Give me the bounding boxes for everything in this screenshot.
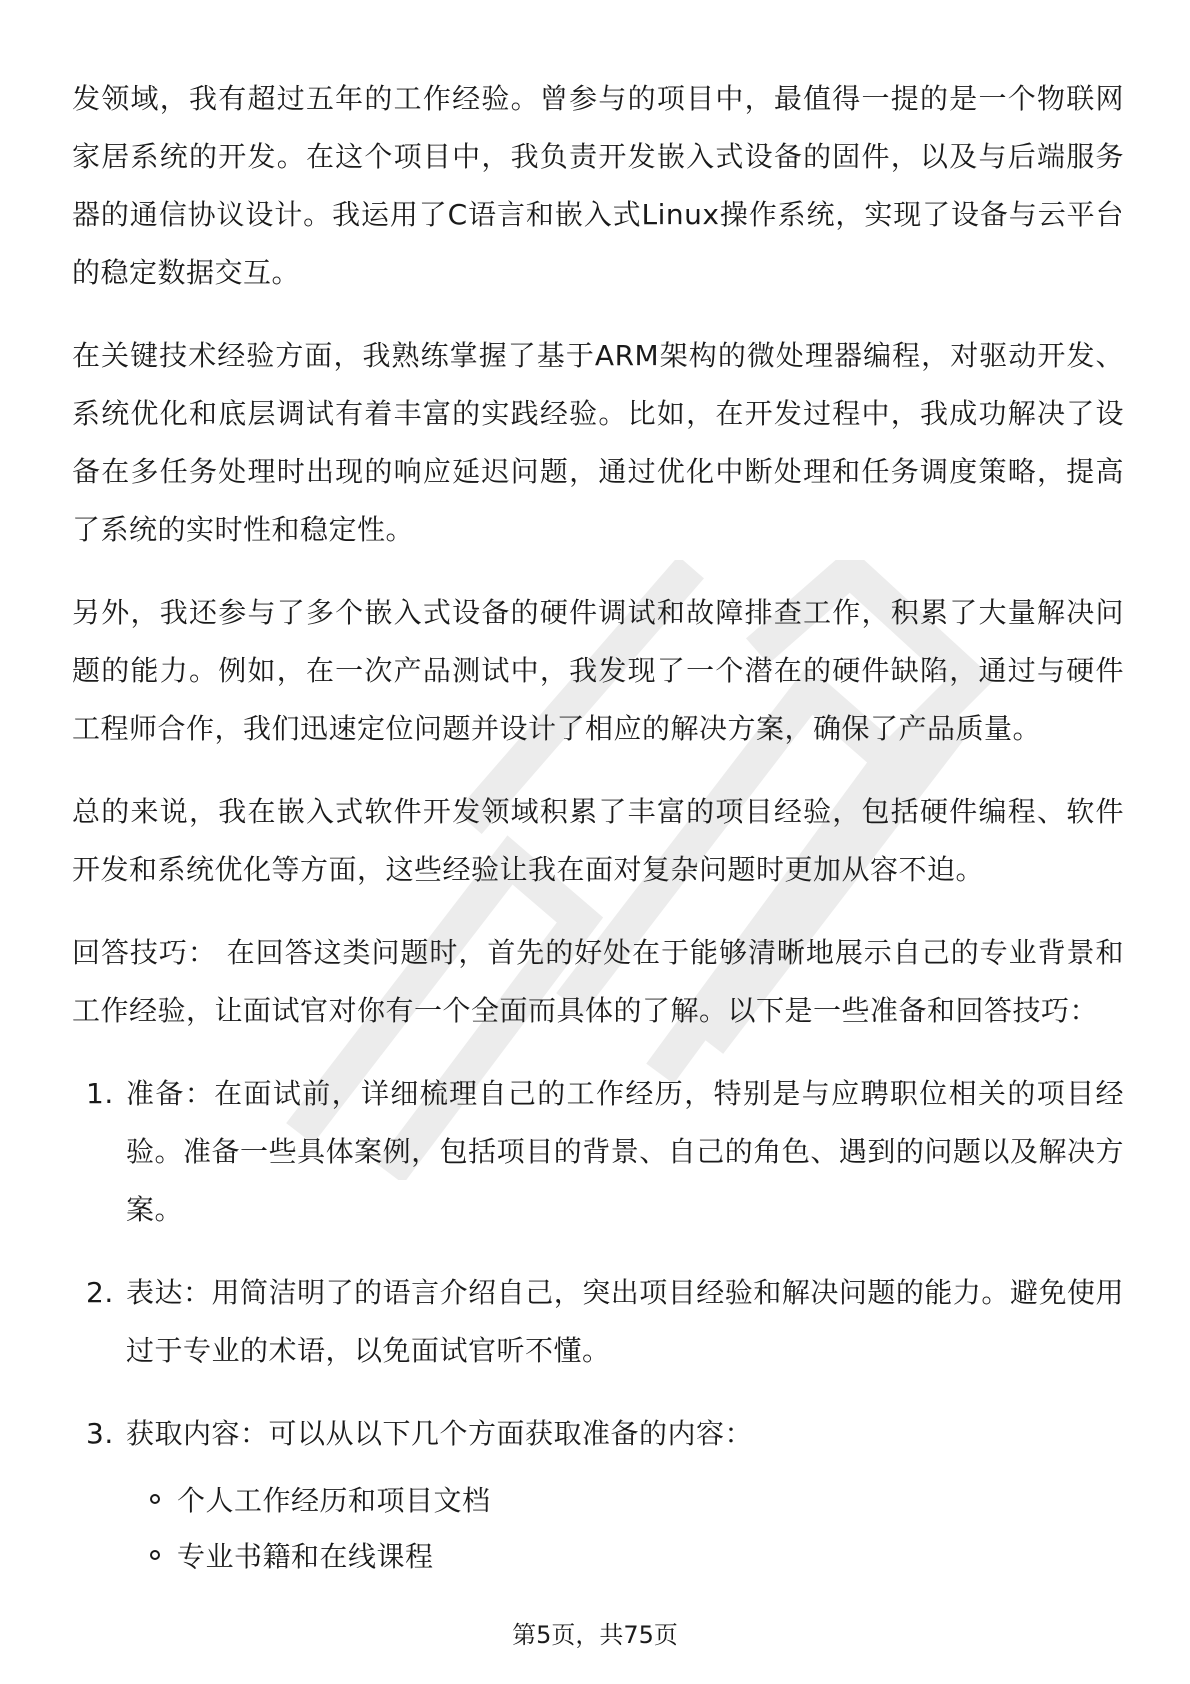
tips-list-item [72,1264,1124,1380]
sublist-item-text: 个人工作经历和项目文档 [177,1484,491,1517]
list-number: 2. [86,1276,114,1309]
page-footer: 第5页，共75页 [512,1621,678,1649]
tips-list-item [72,1405,1124,1463]
list-number: 1. [86,1077,114,1110]
list-number: 3. [86,1417,114,1450]
paragraph-1: 发领域，我有超过五年的工作经验。曾参与的项目中，最值得一提的是一个物联网家居系统的开发。在这个项目中，我负责开发嵌入式设备的固件，以及与后端服务器的通信协议设计。我运用了C语言和嵌入式Linux操作系统，实现了设备与云平台的稳定数据交互。 [72,82,1124,289]
sublist-item-text: 专业书籍和在线课程 [177,1540,434,1573]
sublist-item [72,1473,1124,1529]
list-item-text: 准备：在面试前，详细梳理自己的工作经历，特别是与应聘职位相关的项目经验。准备一些具体案例，包括项目的背景、自己的角色、遇到的问题以及解决方案。 [126,1077,1124,1226]
tips-list-item [72,1065,1124,1239]
document-body [72,70,1124,1585]
paragraph-4: 总的来说，我在嵌入式软件开发领域积累了丰富的项目经验，包括硬件编程、软件开发和系统优化等方面，这些经验让我在面对复杂问题时更加从容不迫。 [72,795,1124,886]
list-item-text: 表达：用简洁明了的语言介绍自己，突出项目经验和解决问题的能力。避免使用过于专业的术语，以免面试官听不懂。 [126,1276,1124,1367]
paragraph-5: 回答技巧： 在回答这类问题时，首先的好处在于能够清晰地展示自己的专业背景和工作经验，让面试官对你有一个全面而具体的了解。以下是一些准备和回答技巧： [72,936,1124,1027]
sources-sublist [72,1473,1124,1585]
paragraph-3: 另外，我还参与了多个嵌入式设备的硬件调试和故障排查工作，积累了大量解决问题的能力。例如，在一次产品测试中，我发现了一个潜在的硬件缺陷，通过与硬件工程师合作，我们迅速定位问题并设计了相应的解决方案，确保了产品质量。 [72,596,1124,745]
hollow-bullet-icon [150,1550,160,1560]
list-item-text: 获取内容：可以从以下几个方面获取准备的内容： [126,1417,754,1450]
hollow-bullet-icon [150,1494,160,1504]
tips-list [72,1065,1124,1463]
paragraph-2: 在关键技术经验方面，我熟练掌握了基于ARM架构的微处理器编程，对驱动开发、系统优化和底层调试有着丰富的实践经验。比如，在开发过程中，我成功解决了设备在多任务处理时出现的响应延迟问题，通过优化中断处理和任务调度策略，提高了系统的实时性和稳定性。 [72,339,1124,546]
sublist-item [72,1529,1124,1585]
